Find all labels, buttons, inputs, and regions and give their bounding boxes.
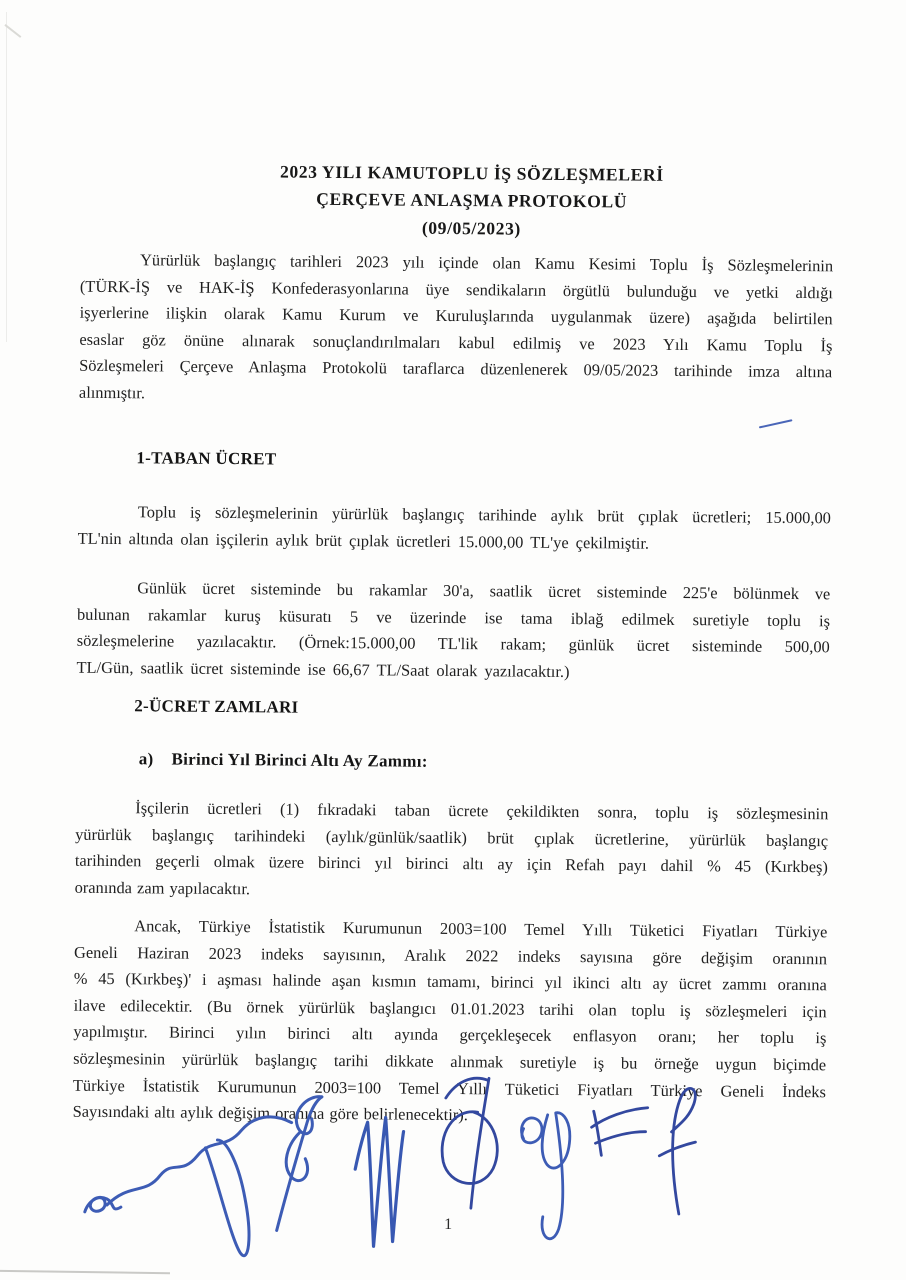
body-line: yapılmıştır. Birinci yılın birinci altı ayında gerçekleşecek enflasyon oranı; her toplu iş: [73, 1022, 827, 1048]
body-line: TL/Gün, saatlik ücret sisteminde ise 66,67 TL/Saat olarak yazılacaktır.): [76, 657, 570, 681]
body-line: Günlük ücret sisteminde bu rakamlar 30'a, saatlik ücret sisteminde 225'e bölünmek ve: [137, 578, 831, 604]
body-line: sözleşmelerine yazılacaktır. (Örnek:15.000,00 TL'lik rakam; günlük ücret sisteminde 500,00: [76, 630, 830, 657]
intro-paragraph: [79, 247, 833, 413]
page-number: 1: [444, 1215, 453, 1234]
body-line: (TÜRK-İŞ ve HAK-İŞ Konfederasyonlarına üye sendikaların örgütlü bulunduğu ve yetki aldığı: [79, 276, 833, 302]
section2-paragraph-1: [75, 795, 829, 908]
title-line-2: ÇERÇEVE ANLAŞMA PROTOKOLÜ: [316, 189, 628, 212]
body-line: Geneli Haziran 2023 indeks sayısının, Aralık 2022 indeks sayısına göre değişim oranının: [74, 942, 828, 968]
body-line: % 45 (Kırkbeş)' i aşması halinde aşan kısmın tamamı, birinci yıl ikinci altı ay ücret zammı oranına: [73, 968, 827, 995]
body-line: bulunan rakamlar kuruş küsuratı 5 ve üzerinde ise tama iblağ edilmek suretiyle toplu iş: [76, 604, 831, 630]
item-a-title: Birinci Yıl Birinci Altı Ay Zammı:: [171, 749, 428, 771]
heading-ucret-zamlari: 2-ÜCRET ZAMLARI: [134, 696, 299, 717]
body-line: Toplu iş sözleşmelerinin yürürlük başlangıç tarihinde aylık brüt çıplak ücretleri; 15.000,00: [137, 502, 831, 528]
body-line: İşçilerin ücretleri (1) fıkradaki taban ücrete çekildikten sonra, toplu iş sözleşmesinin: [135, 798, 829, 824]
body-line: esaslar göz önüne alınarak sonuçlandırılmaları kabul edilmiş ve 2023 Yılı Kamu Toplu İş: [79, 329, 833, 356]
subheading-item-a: [76, 746, 428, 775]
body-line: Ancak, Türkiye İstatistik Kurumunun 2003=100 Temel Yıllı Tüketici Fiyatları Türkiye: [134, 916, 828, 942]
body-line: Yürürlük başlangıç tarihleri 2023 yılı içinde olan Kamu Kesimi Toplu İş Sözleşmelerinin: [140, 250, 834, 276]
pen-tick-mark: [759, 419, 793, 429]
body-line: tarihinden geçerli olmak üzere birinci yıl birinci altı ay için Refah payı dahil % 45 (Kırkbeş): [74, 850, 828, 877]
body-line: Sözleşmeleri Çerçeve Anlaşma Protokolü taraflarca düzenlenerek 09/05/2023 tarihinde imza altına: [79, 356, 833, 382]
signatures-row: [44, 1046, 736, 1277]
item-a-label: a): [138, 749, 154, 769]
body-line: işyerlerine ilişkin olarak Kamu Kurum ve Kuruluşlarında uygulanmak üzere) aşağıda belirtilen: [79, 302, 833, 329]
signature-1: [84, 1115, 291, 1256]
section1-paragraph-2: [76, 575, 830, 688]
signature-6: [591, 1088, 696, 1215]
body-line: alınmıştır.: [78, 382, 146, 403]
section1-paragraph-1: [78, 499, 831, 559]
body-line: sözleşmesinin yürürlük başlangıç tarihi dikkate alınmak suretiyle iş bu örneğe uygun biçimde: [73, 1048, 827, 1075]
body-line: ilave edilecektir. (Bu örnek yürürlük başlangıcı 01.01.2023 tarihi olan toplu iş sözleşmeleri için: [73, 995, 827, 1022]
body-line: TL'nin altında olan işçilerin aylık brüt çıplak ücretleri 15.000,00 TL'ye çekilmiştir.: [77, 528, 650, 553]
title-line-1: 2023 YILI KAMUTOPLU İŞ SÖZLEŞMELERİ: [279, 161, 664, 185]
document-title: [108, 157, 835, 245]
heading-taban-ucret: 1-TABAN ÜCRET: [136, 448, 277, 469]
body-line: yürürlük başlangıç tarihindeki (aylık/günlük/saatlik) brüt çıplak ücretlerine, yürürlük başlangıç: [75, 824, 829, 850]
body-line: Türkiye İstatistik Kurumunun 2003=100 Temel Yıllı Tüketici Fiyatları Türkiye Geneli İndeks: [72, 1075, 826, 1101]
body-line: Sayısındaki altı aylık değişim oranına göre belirlenecektir).: [72, 1101, 468, 1125]
body-line: oranında zam yapılacaktır.: [74, 877, 251, 899]
signature-2: [277, 1096, 322, 1231]
title-line-3: (09/05/2023): [421, 217, 522, 239]
signature-4: [442, 1078, 498, 1208]
